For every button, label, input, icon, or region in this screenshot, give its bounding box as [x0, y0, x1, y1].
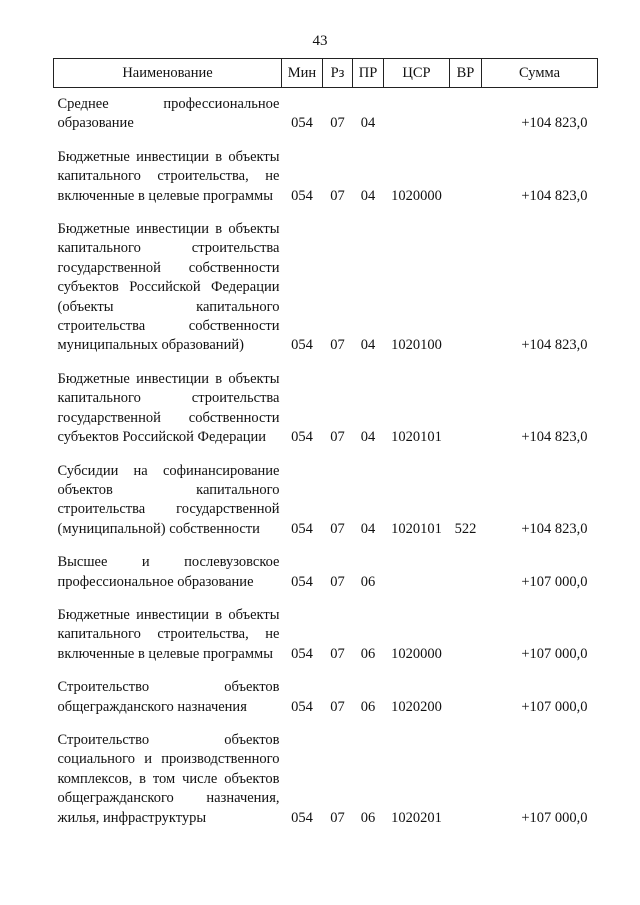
table-header-row [54, 59, 598, 88]
cell-min: 054 [291, 187, 313, 204]
cell-sum: +104 823,0 [521, 337, 588, 354]
cell-name: Строительство объектов социального и производственного комплексов, в том числе объектов общегражданского назначения, жилья, инфраструктуры [57, 731, 280, 826]
cell-csr: 1020101 [391, 520, 442, 537]
cell-pr: 04 [360, 429, 376, 446]
cell-csr: 1020101 [391, 429, 442, 446]
cell-sum: +104 823,0 [521, 429, 588, 446]
cell-rz: 07 [330, 429, 345, 446]
cell-min: 054 [291, 337, 313, 354]
cell-sum: +107 000,0 [521, 573, 588, 590]
cell-vr [450, 148, 482, 220]
cell-pr: 04 [360, 520, 376, 537]
table-row [54, 220, 598, 370]
cell-sum: +107 000,0 [521, 645, 588, 662]
cell-csr [384, 88, 450, 148]
table-row [54, 462, 598, 554]
cell-min: 054 [291, 429, 313, 446]
budget-table [53, 58, 598, 842]
cell-name: Бюджетные инвестиции в объекты капитального строительства государственной собственности субъектов Российской Федерации [57, 370, 280, 446]
page-number: 43 [312, 33, 328, 49]
cell-name: Бюджетные инвестиции в объекты капитального строительства, не включенные в целевые программы [57, 606, 280, 662]
column-header-pr: ПР [353, 59, 384, 88]
cell-vr [450, 553, 482, 606]
column-header-vr: ВР [450, 59, 482, 88]
cell-csr: 1020100 [391, 337, 442, 354]
cell-pr: 06 [360, 645, 376, 662]
cell-vr [450, 731, 482, 842]
cell-vr [450, 220, 482, 370]
table-row [54, 148, 598, 220]
cell-sum: +107 000,0 [521, 698, 588, 715]
cell-min: 054 [291, 520, 313, 537]
cell-pr: 04 [360, 187, 376, 204]
cell-csr [384, 553, 450, 606]
cell-rz: 07 [330, 115, 345, 132]
cell-min: 054 [291, 809, 313, 826]
table-row [54, 731, 598, 842]
cell-vr: 522 [454, 520, 477, 537]
cell-min: 054 [291, 645, 313, 662]
cell-rz: 07 [330, 520, 345, 537]
cell-name: Субсидии на софинансирование объектов капитального строительства государственной (муниципальной) собственности [57, 462, 280, 537]
cell-vr [450, 370, 482, 462]
cell-name: Высшее и послевузовское профессиональное образование [57, 554, 280, 590]
table-row [54, 678, 598, 731]
table-row [54, 553, 598, 606]
cell-min: 054 [291, 698, 313, 715]
cell-csr: 1020200 [391, 698, 442, 715]
cell-min: 054 [291, 115, 313, 132]
cell-min: 054 [291, 573, 313, 590]
table-row [54, 606, 598, 678]
cell-sum: +104 823,0 [521, 187, 588, 204]
cell-name: Бюджетные инвестиции в объекты капитального строительства государственной собственности субъектов Российской Федерации (объекты капитального строительства собственности муниципальных образований) [57, 221, 280, 354]
cell-rz: 07 [330, 645, 345, 662]
cell-csr: 1020000 [391, 187, 442, 204]
cell-rz: 07 [330, 337, 345, 354]
column-header-sum: Сумма [482, 59, 598, 88]
cell-pr: 06 [360, 573, 376, 590]
column-header-name: Наименование [54, 59, 282, 88]
column-header-csr: ЦСР [384, 59, 450, 88]
cell-name: Среднее профессиональное образование [57, 96, 280, 132]
column-header-rz: Рз [323, 59, 353, 88]
cell-csr: 1020201 [391, 809, 442, 826]
column-header-min: Мин [282, 59, 323, 88]
cell-rz: 07 [330, 698, 345, 715]
cell-rz: 07 [330, 573, 345, 590]
cell-rz: 07 [330, 187, 345, 204]
cell-sum: +107 000,0 [521, 809, 588, 826]
cell-pr: 04 [360, 115, 376, 132]
cell-name: Бюджетные инвестиции в объекты капитального строительства, не включенные в целевые программы [57, 148, 280, 204]
cell-sum: +104 823,0 [521, 520, 588, 537]
table-row [54, 88, 598, 148]
cell-pr: 06 [360, 809, 376, 826]
cell-csr: 1020000 [391, 645, 442, 662]
cell-vr [450, 88, 482, 148]
cell-rz: 07 [330, 809, 345, 826]
cell-vr [450, 606, 482, 678]
cell-name: Строительство объектов общегражданского назначения [57, 679, 280, 715]
cell-pr: 06 [360, 698, 376, 715]
table-row [54, 370, 598, 462]
cell-pr: 04 [360, 337, 376, 354]
cell-sum: +104 823,0 [521, 115, 588, 132]
cell-vr [450, 678, 482, 731]
